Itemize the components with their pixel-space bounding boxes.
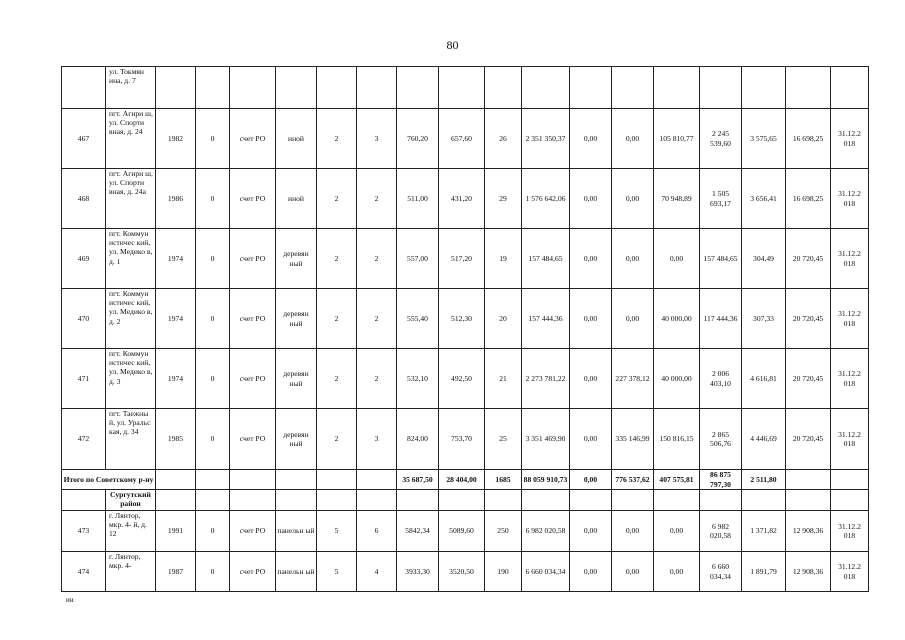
residents-cell: 29: [485, 169, 522, 229]
cost-total-cell: 2 273 781,22: [522, 349, 570, 409]
c14-cell: 2 006 403,10: [700, 349, 742, 409]
cost-total-cell: 6 982 020,58: [522, 511, 570, 552]
table-row: [62, 109, 869, 169]
empty-cell: [196, 490, 230, 511]
wall-cell: деревян ный: [276, 229, 317, 289]
c16-cell: 20 720,45: [786, 229, 831, 289]
year-cell: 1974: [156, 229, 196, 289]
entrances-cell: 4: [357, 552, 397, 592]
wall-cell: панельн ый: [276, 552, 317, 592]
year-cell: 1985: [156, 409, 196, 470]
area-living-cell: 5089,60: [439, 511, 485, 552]
year-cell: 1991: [156, 511, 196, 552]
total-c12-cell: 776 537,62: [612, 470, 654, 490]
address-cell: пгт. Коммун истичес кий, ул. Медико в, д. 1: [106, 229, 156, 289]
row-number-cell: 471: [62, 349, 106, 409]
wall-cell: иной: [276, 169, 317, 229]
c11-cell: 0,00: [570, 109, 612, 169]
c16-cell: 16 698,25: [786, 169, 831, 229]
fund-cell: счет РО: [230, 511, 276, 552]
entrances-cell: 6: [357, 511, 397, 552]
cost-total-cell: 157 484,65: [522, 229, 570, 289]
empty-cell: [700, 67, 742, 109]
c13-cell: 0,00: [654, 511, 700, 552]
c12-cell: 0,00: [612, 511, 654, 552]
empty-cell: [570, 490, 612, 511]
c14-cell: 6 660 034,34: [700, 552, 742, 592]
row-number-cell: 467: [62, 109, 106, 169]
empty-cell: [786, 67, 831, 109]
date-cell: 31.12.2 018: [831, 349, 869, 409]
c11-cell: 0,00: [570, 409, 612, 470]
c14-cell: 1 505 693,17: [700, 169, 742, 229]
empty-cell: [196, 67, 230, 109]
housing-register-table: [61, 66, 869, 592]
area-living-cell: 517,20: [439, 229, 485, 289]
floors-cell: 2: [317, 109, 357, 169]
c13-cell: 150 816,15: [654, 409, 700, 470]
area-total-cell: 3933,30: [397, 552, 439, 592]
c12-cell: 0,00: [612, 552, 654, 592]
c16-cell: 12 908,36: [786, 552, 831, 592]
empty-cell: [439, 67, 485, 109]
residents-cell: 25: [485, 409, 522, 470]
c15-cell: 1 891,79: [742, 552, 786, 592]
area-living-cell: 431,20: [439, 169, 485, 229]
cost-total-cell: 2 351 350,37: [522, 109, 570, 169]
c14-cell: 117 444,36: [700, 289, 742, 349]
empty-cell: [230, 470, 276, 490]
c11-cell: 0,00: [570, 349, 612, 409]
empty-cell: [612, 67, 654, 109]
empty-cell: [196, 470, 230, 490]
c15-cell: 3 656,41: [742, 169, 786, 229]
row-number-cell: [62, 67, 106, 109]
residents-cell: 26: [485, 109, 522, 169]
date-cell: 31.12.2 018: [831, 552, 869, 592]
total-c11-cell: 0,00: [570, 470, 612, 490]
empty-cell: [397, 67, 439, 109]
entrances-cell: 2: [357, 289, 397, 349]
c15-cell: 304,49: [742, 229, 786, 289]
date-cell: 31.12.2 018: [831, 409, 869, 470]
total-c15-cell: 2 511,80: [742, 470, 786, 490]
c3-cell: 0: [196, 229, 230, 289]
c12-cell: 0,00: [612, 169, 654, 229]
area-total-cell: 5842,34: [397, 511, 439, 552]
wall-cell: деревян ный: [276, 409, 317, 470]
empty-cell: [786, 490, 831, 511]
empty-cell: [317, 490, 357, 511]
table-row: [62, 229, 869, 289]
area-living-cell: 753,70: [439, 409, 485, 470]
table-row: [62, 409, 869, 470]
area-living-cell: 492,50: [439, 349, 485, 409]
row-number-cell: 472: [62, 409, 106, 470]
year-cell: 1974: [156, 349, 196, 409]
residents-cell: 21: [485, 349, 522, 409]
floors-cell: 2: [317, 289, 357, 349]
page-number: 80: [446, 38, 459, 52]
c16-cell: 20 720,45: [786, 349, 831, 409]
empty-cell: [522, 490, 570, 511]
district-label-cell: Сургутский район: [106, 490, 156, 511]
fund-cell: счет РО: [230, 552, 276, 592]
footer-mark: ии: [66, 596, 74, 604]
empty-cell: [276, 490, 317, 511]
area-living-cell: 512,30: [439, 289, 485, 349]
date-cell: 31.12.2 018: [831, 109, 869, 169]
empty-cell: [522, 67, 570, 109]
floors-cell: 5: [317, 552, 357, 592]
area-living-cell: 3520,50: [439, 552, 485, 592]
row-number-cell: 474: [62, 552, 106, 592]
area-total-cell: 760,20: [397, 109, 439, 169]
c3-cell: 0: [196, 349, 230, 409]
c15-cell: 307,33: [742, 289, 786, 349]
cost-total-cell: 157 444,36: [522, 289, 570, 349]
area-total-cell: 557,00: [397, 229, 439, 289]
empty-cell: [156, 470, 196, 490]
fund-cell: счет РО: [230, 109, 276, 169]
c12-cell: 0,00: [612, 109, 654, 169]
row-number-cell: 470: [62, 289, 106, 349]
empty-cell: [654, 490, 700, 511]
address-cell: пгт. Агири ш, ул. Спорти вная, д. 24а: [106, 169, 156, 229]
fund-cell: счет РО: [230, 229, 276, 289]
entrances-cell: 3: [357, 109, 397, 169]
empty-cell: [230, 490, 276, 511]
entrances-cell: 2: [357, 169, 397, 229]
address-cell: пгт. Агири ш, ул. Спорти вная, д. 24: [106, 109, 156, 169]
floors-cell: 2: [317, 229, 357, 289]
empty-cell: [485, 490, 522, 511]
c13-cell: 40 000,00: [654, 289, 700, 349]
c13-cell: 0,00: [654, 229, 700, 289]
cost-total-cell: 6 660 034,34: [522, 552, 570, 592]
row-number-cell: 469: [62, 229, 106, 289]
total-c13-cell: 407 575,81: [654, 470, 700, 490]
c15-cell: 3 575,65: [742, 109, 786, 169]
c15-cell: 1 371,82: [742, 511, 786, 552]
table-row: [62, 552, 869, 592]
c12-cell: 0,00: [612, 229, 654, 289]
year-cell: 1974: [156, 289, 196, 349]
empty-cell: [439, 490, 485, 511]
empty-cell: [786, 470, 831, 490]
empty-cell: [357, 67, 397, 109]
c3-cell: 0: [196, 289, 230, 349]
area-total-cell: 511,00: [397, 169, 439, 229]
area-total-cell: 555,40: [397, 289, 439, 349]
c12-cell: 335 146,99: [612, 409, 654, 470]
table-row: [62, 349, 869, 409]
c14-cell: 157 484,65: [700, 229, 742, 289]
table-row-continuation: [62, 67, 869, 109]
empty-cell: [230, 67, 276, 109]
c13-cell: 105 810,77: [654, 109, 700, 169]
c13-cell: 0,00: [654, 552, 700, 592]
c3-cell: 0: [196, 409, 230, 470]
fund-cell: счет РО: [230, 349, 276, 409]
date-cell: 31.12.2 018: [831, 511, 869, 552]
entrances-cell: 3: [357, 409, 397, 470]
c16-cell: 20 720,45: [786, 289, 831, 349]
c14-cell: 2 865 506,76: [700, 409, 742, 470]
c16-cell: 12 908,36: [786, 511, 831, 552]
c3-cell: 0: [196, 511, 230, 552]
total-area-living-cell: 28 404,00: [439, 470, 485, 490]
c11-cell: 0,00: [570, 169, 612, 229]
empty-cell: [831, 67, 869, 109]
c13-cell: 70 948,89: [654, 169, 700, 229]
total-label-cell: Итого по Советскому р-ну: [62, 470, 156, 490]
empty-cell: [397, 490, 439, 511]
c11-cell: 0,00: [570, 511, 612, 552]
fund-cell: счет РО: [230, 169, 276, 229]
residents-cell: 20: [485, 289, 522, 349]
area-total-cell: 532,10: [397, 349, 439, 409]
entrances-cell: 2: [357, 349, 397, 409]
total-c14-cell: 86 875 797,30: [700, 470, 742, 490]
empty-cell: [156, 490, 196, 511]
floors-cell: 2: [317, 349, 357, 409]
empty-cell: [276, 470, 317, 490]
empty-cell: [654, 67, 700, 109]
empty-cell: [357, 490, 397, 511]
c3-cell: 0: [196, 552, 230, 592]
cost-total-cell: 3 351 469,90: [522, 409, 570, 470]
address-cell: пгт. Таежны й, ул. Уральс кая, д. 34: [106, 409, 156, 470]
wall-cell: деревян ный: [276, 289, 317, 349]
area-total-cell: 824,00: [397, 409, 439, 470]
floors-cell: 5: [317, 511, 357, 552]
empty-cell: [742, 490, 786, 511]
table-row: [62, 169, 869, 229]
row-number-cell: 468: [62, 169, 106, 229]
empty-cell: [62, 490, 106, 511]
residents-cell: 250: [485, 511, 522, 552]
table-row: [62, 289, 869, 349]
entrances-cell: 2: [357, 229, 397, 289]
date-cell: 31.12.2 018: [831, 289, 869, 349]
wall-cell: панельн ый: [276, 511, 317, 552]
row-number-cell: 473: [62, 511, 106, 552]
c15-cell: 4 616,81: [742, 349, 786, 409]
year-cell: 1986: [156, 169, 196, 229]
empty-cell: [831, 490, 869, 511]
residents-cell: 19: [485, 229, 522, 289]
empty-cell: [357, 470, 397, 490]
table-row: [62, 511, 869, 552]
address-cell: пгт. Коммун истичес кий, ул. Медико в, д. 2: [106, 289, 156, 349]
c14-cell: 6 982 020,58: [700, 511, 742, 552]
c3-cell: 0: [196, 109, 230, 169]
c15-cell: 4 446,69: [742, 409, 786, 470]
c14-cell: 2 245 539,60: [700, 109, 742, 169]
address-cell: г. Лянтор, мкр. 4- й, д. 12: [106, 511, 156, 552]
empty-cell: [156, 67, 196, 109]
c16-cell: 20 720,45: [786, 409, 831, 470]
table-row-total: [62, 470, 869, 490]
date-cell: 31.12.2 018: [831, 169, 869, 229]
floors-cell: 2: [317, 409, 357, 470]
empty-cell: [276, 67, 317, 109]
empty-cell: [485, 67, 522, 109]
residents-cell: 190: [485, 552, 522, 592]
total-residents-cell: 1685: [485, 470, 522, 490]
c3-cell: 0: [196, 169, 230, 229]
wall-cell: иной: [276, 109, 317, 169]
c12-cell: 227 378,12: [612, 349, 654, 409]
c11-cell: 0,00: [570, 289, 612, 349]
cost-total-cell: 1 576 642,06: [522, 169, 570, 229]
total-cost-total-cell: 88 059 910,73: [522, 470, 570, 490]
empty-cell: [831, 470, 869, 490]
fund-cell: счет РО: [230, 289, 276, 349]
table-row-district: [62, 490, 869, 511]
empty-cell: [317, 470, 357, 490]
c12-cell: 0,00: [612, 289, 654, 349]
address-cell: ул. Токмян ина, д. 7: [106, 67, 156, 109]
c11-cell: 0,00: [570, 552, 612, 592]
wall-cell: деревян ный: [276, 349, 317, 409]
total-area-total-cell: 35 687,50: [397, 470, 439, 490]
c11-cell: 0,00: [570, 229, 612, 289]
empty-cell: [700, 490, 742, 511]
area-living-cell: 657,60: [439, 109, 485, 169]
year-cell: 1982: [156, 109, 196, 169]
empty-cell: [612, 490, 654, 511]
fund-cell: счет РО: [230, 409, 276, 470]
address-cell: пгт. Коммун истичес кий, ул. Медико в, д. 3: [106, 349, 156, 409]
floors-cell: 2: [317, 169, 357, 229]
empty-cell: [742, 67, 786, 109]
address-cell: г. Лянтор, мкр. 4-: [106, 552, 156, 592]
empty-cell: [570, 67, 612, 109]
empty-cell: [317, 67, 357, 109]
year-cell: 1987: [156, 552, 196, 592]
date-cell: 31.12.2 018: [831, 229, 869, 289]
c13-cell: 40 000,00: [654, 349, 700, 409]
c16-cell: 16 698,25: [786, 109, 831, 169]
